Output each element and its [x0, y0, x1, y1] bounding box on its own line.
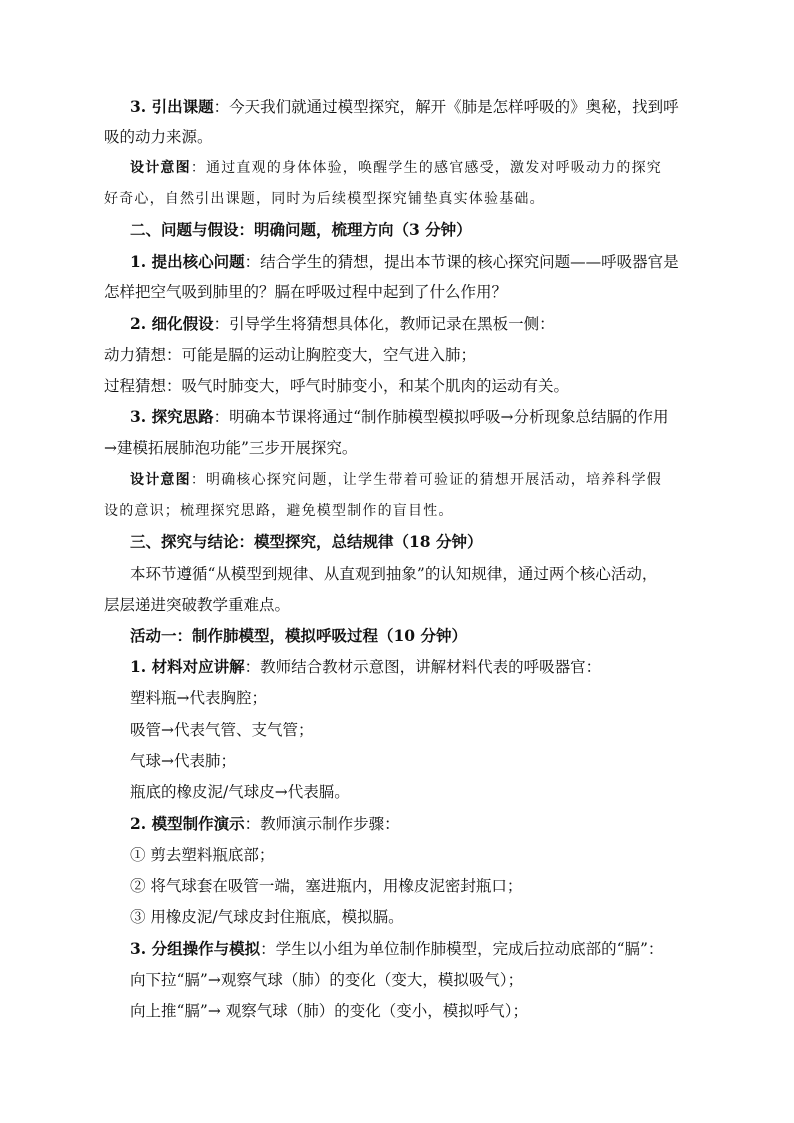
- hypothesis-title: 2. 细化假设: [130, 314, 214, 333]
- group-op-line-1: [130, 939, 663, 959]
- design-intent-2-line-1: [130, 470, 662, 490]
- design-intent-2-label: 设计意图: [130, 472, 191, 488]
- overview-line-1: 本环节遵循“从模型到规律、从直观到抽象”的认知规律，通过两个核心活动，: [130, 565, 658, 583]
- core-question-text: ：结合学生的猜想，提出本节课的核心探究问题——呼吸器官是: [244, 253, 679, 271]
- intro-paragraph-line-1: [130, 97, 679, 117]
- hypothesis-line-2: 动力猜想：可能是膈的运动让胸腔变大，空气进入肺；: [104, 346, 477, 364]
- group-op-line-2: 向下拉“膈”→观察气球（肺）的变化（变大，模拟吸气）；: [130, 971, 524, 989]
- core-question-line-1: [130, 252, 679, 272]
- material-item: 吸管→代表气管、支气管；: [130, 721, 314, 739]
- hypothesis-line-3: 过程猜想：吸气时肺变大，呼气时肺变小，和某个肌肉的运动有关。: [104, 377, 570, 395]
- core-question-title: 1. 提出核心问题: [130, 252, 245, 271]
- material-item: 瓶底的橡皮泥/气球皮→代表膈。: [130, 783, 350, 801]
- design-intent-1-label: 设计意图: [130, 160, 191, 176]
- section-heading-3: 三、探究与结论：模型探究，总结规律（18 分钟）: [130, 532, 483, 551]
- material-item: 塑料瓶→代表胸腔；: [130, 689, 267, 707]
- intro-paragraph-line-2: 吸的动力来源。: [104, 128, 213, 146]
- approach-title: 3. 探究思路: [130, 407, 214, 426]
- demo-step: ② 将气球套在吸管一端，塞进瓶内，用橡皮泥密封瓶口；: [130, 877, 523, 895]
- activity-1-heading: 活动一：制作肺模型，模拟呼吸过程（10 分钟）: [130, 626, 467, 645]
- design-intent-1-text: ：通过直观的身体体验，唤醒学生的感官感受，激发对呼吸动力的探究: [190, 160, 663, 176]
- demo-step: ① 剪去塑料瓶底部；: [130, 846, 275, 864]
- demo-step: ③ 用橡皮泥/气球皮封住瓶底，模拟膈。: [130, 908, 404, 926]
- demo-text: ：教师演示制作步骤：: [244, 815, 400, 833]
- group-op-title: 3. 分组操作与模拟: [130, 939, 261, 958]
- hypothesis-text: ：引导学生将猜想具体化，教师记录在黑板一侧：: [213, 315, 555, 333]
- overview-line-2: 层层递进突破教学重难点。: [104, 596, 291, 614]
- demo-title: 2. 模型制作演示: [130, 814, 245, 833]
- design-intent-1-line-2: 好奇心，自然引出课题，同时为后续模型探究铺垫真实体验基础。: [104, 191, 545, 207]
- intro-text: ：今天我们就通过模型探究，解开《肺是怎样呼吸的》奥秘，找到呼: [213, 98, 679, 116]
- group-op-line-3: 向上推“膈”→ 观察气球（肺）的变化（变小，模拟呼气）；: [130, 1002, 529, 1020]
- material-item: 气球→代表肺；: [130, 752, 236, 770]
- design-intent-2-text: ：明确核心探究问题，让学生带着可验证的猜想开展活动，培养科学假: [190, 472, 663, 488]
- approach-line-2: →建模拓展肺泡功能”三步开展探究。: [104, 439, 358, 457]
- intro-title: 3. 引出课题: [130, 97, 214, 116]
- hypothesis-line-1: [130, 314, 555, 334]
- design-intent-2-line-2: 设的意识；梳理探究思路，避免模型制作的盲目性。: [104, 503, 454, 519]
- materials-line-1: [130, 657, 601, 677]
- design-intent-1-line-1: [130, 158, 662, 178]
- materials-text: ：教师结合教材示意图，讲解材料代表的呼吸器官：: [244, 658, 602, 676]
- core-question-line-2: 怎样把空气吸到肺里的？膈在呼吸过程中起到了什么作用？: [104, 283, 508, 301]
- section-heading-2: 二、问题与假设：明确问题，梳理方向（3 分钟）: [130, 220, 472, 239]
- materials-title: 1. 材料对应讲解: [130, 657, 245, 676]
- group-op-text: ：学生以小组为单位制作肺模型，完成后拉动底部的“膈”：: [260, 940, 664, 958]
- demo-line-1: [130, 814, 400, 834]
- approach-text: ：明确本节课将通过“制作肺模型模拟呼吸→分析现象总结膈的作用: [213, 408, 669, 426]
- approach-line-1: [130, 407, 669, 427]
